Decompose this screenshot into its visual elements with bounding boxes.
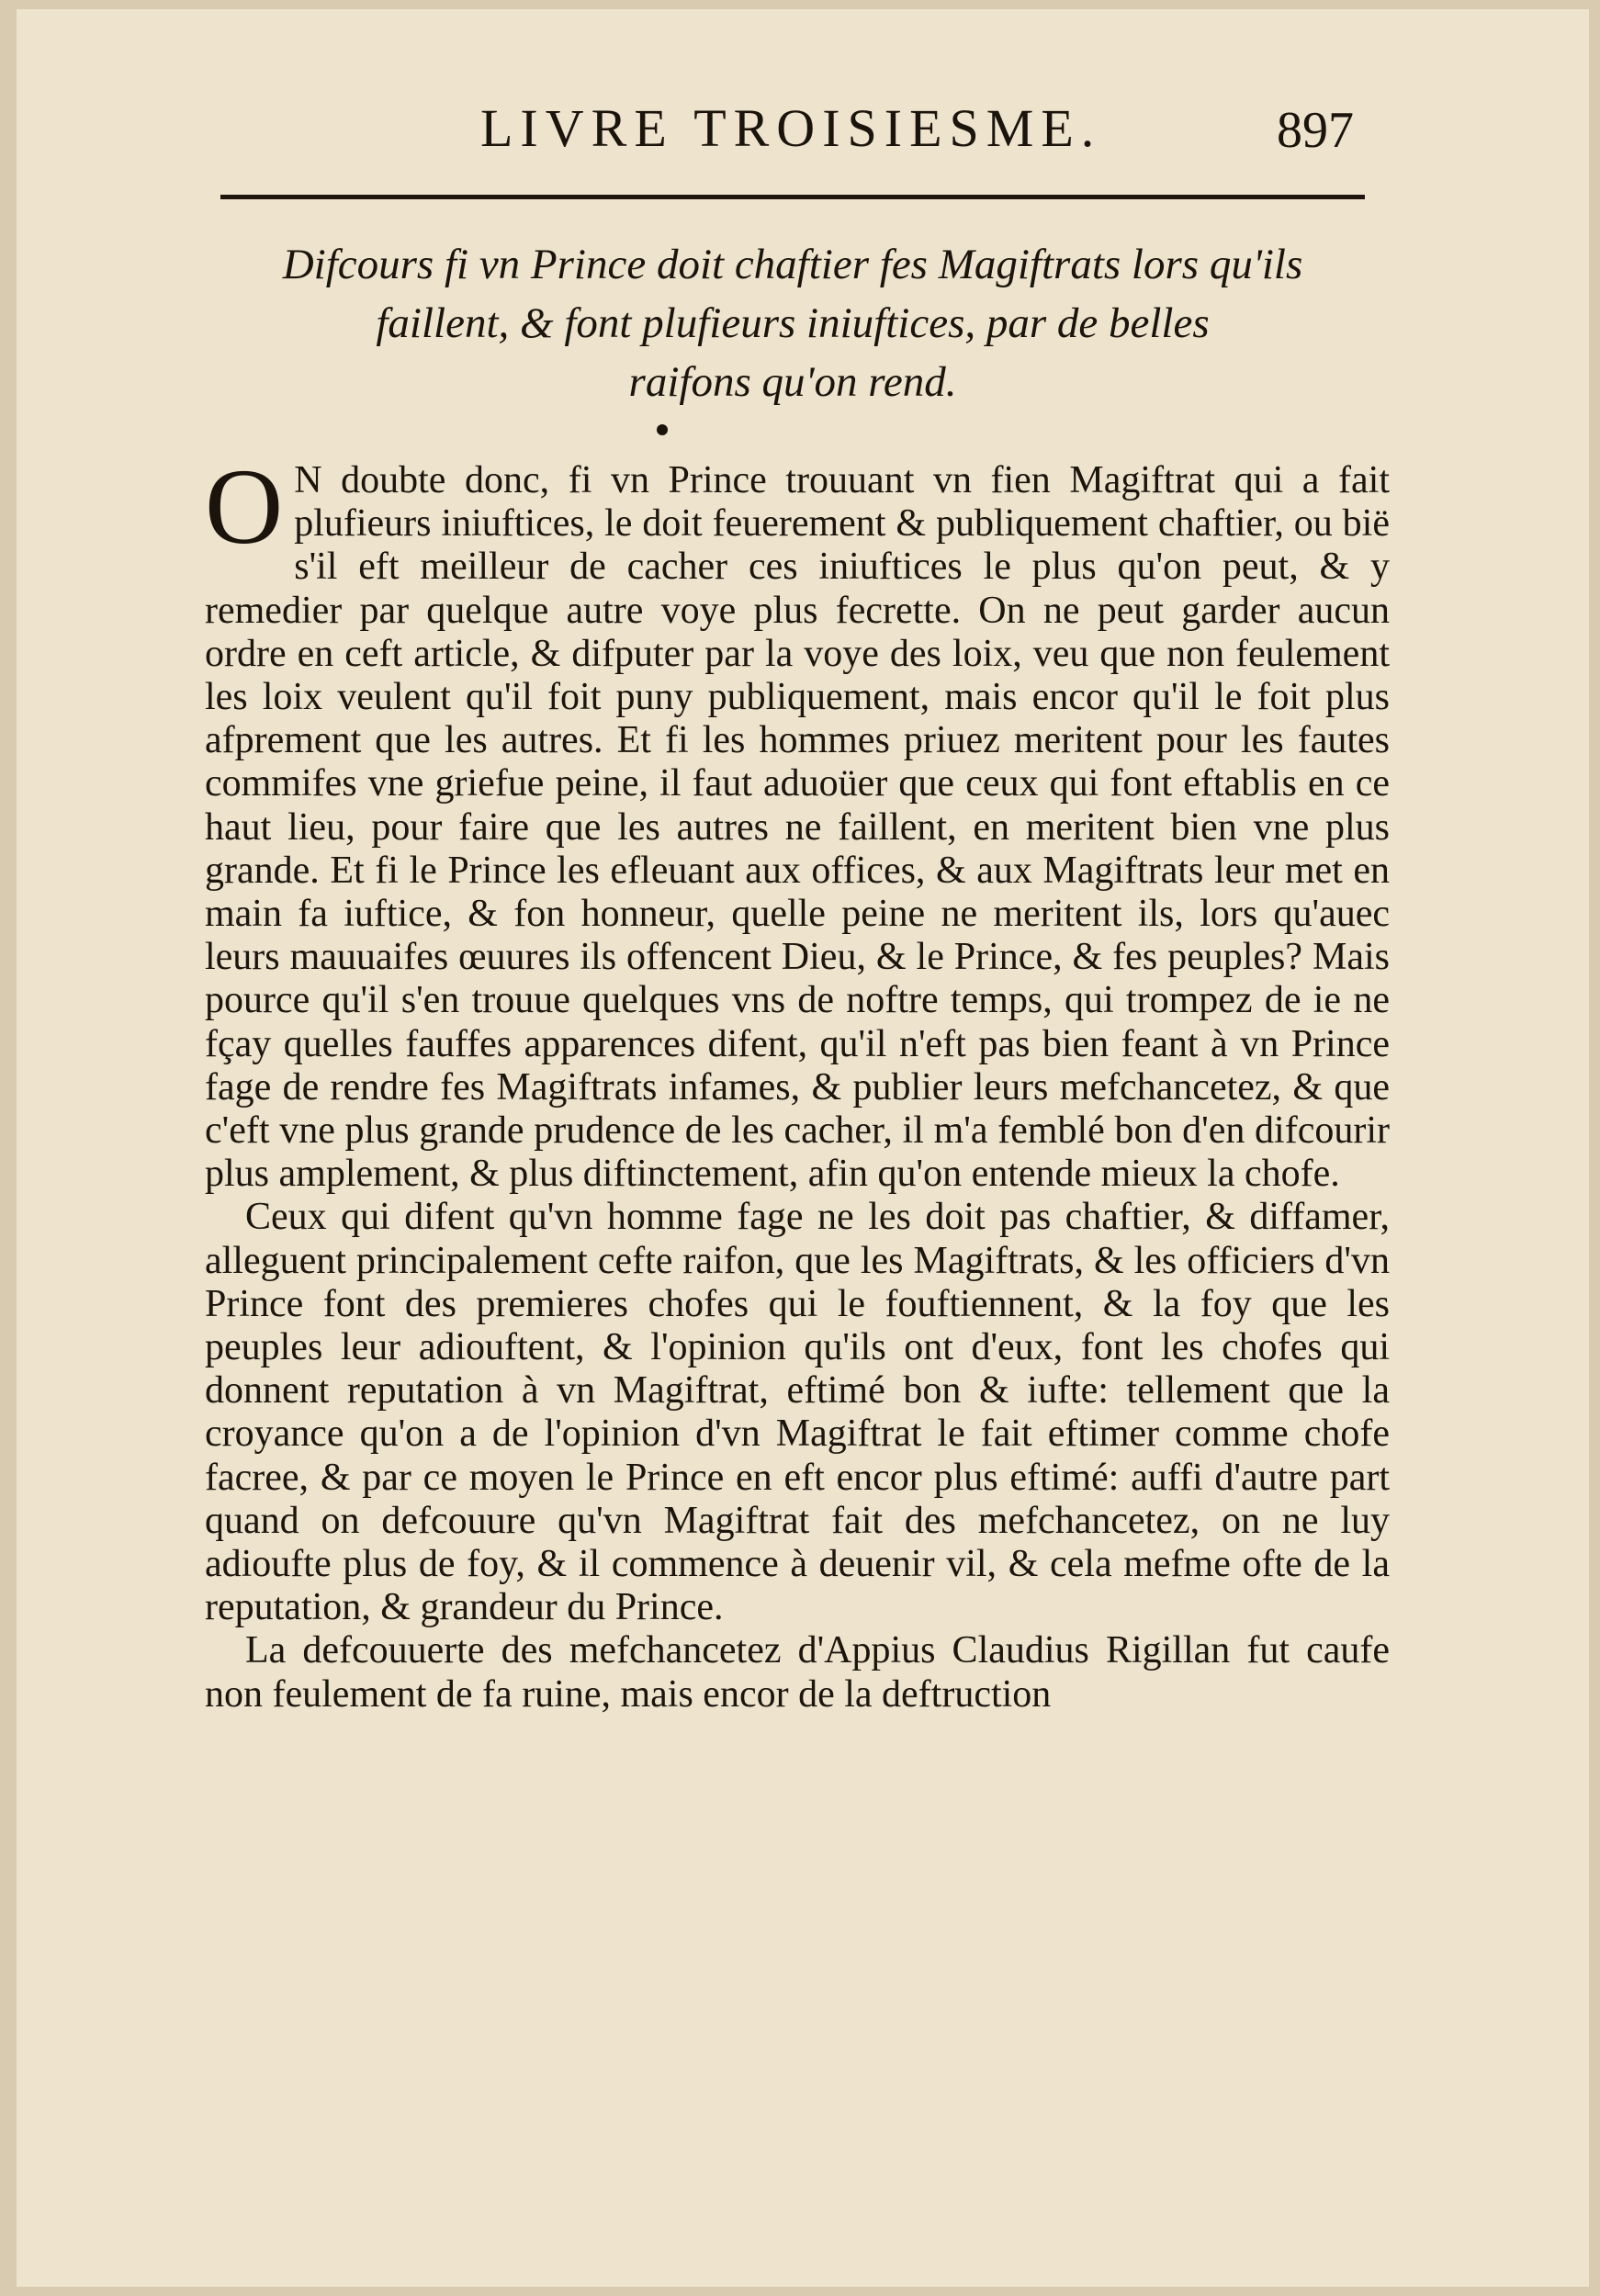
page-number: 897 [1277,102,1354,159]
running-head: LIVRE TROISIESME. [480,98,1102,158]
book-page [17,9,1589,2287]
chapter-heading [220,235,1365,411]
header-rule [220,195,1365,199]
heading-line-2: faillent, & font plufieurs iniuftices, par de belles [376,299,1210,347]
paragraph-1 [205,446,1390,1196]
drop-cap: O [205,446,284,567]
heading-line-1: Difcours fi vn Prince doit chaftier fes Magiftrats lors qu'ils [282,241,1303,288]
paragraph-2: Ceux qui difent qu'vn homme fage ne les doit pas chaftier, & diffamer, alleguent principalement cefte raifon, que les Magiftrats, & les officiers d'vn Prince font des premieres chofes qui le fouftiennent, & la foy que les peuples leur adiouftent, & l'opinion qu'ils ont d'eux, font les chofes qui donnent reputation à vn Magiftrat, eftimé bon & iufte: tellement que la croyance qu'on a de l'opinion d'vn Magiftrat le fait eftimer comme chofe facree, & par ce moyen le Prince en eft encor plus eftimé: auffi d'autre part quand on defcouure qu'vn Magiftrat fait des mefchancetez, on ne luy adioufte plus de foy, & il commence à deuenir vil, & cela mefme ofte de la reputation, & grandeur du Prince. [205,1196,1390,1629]
paragraph-1-text: N doubte donc, fi vn Prince trouuant vn fien Magiftrat qui a fait plufieurs iniuftices, le doit feuerement & publiquement chaftier, ou bië s'il eft meilleur de cacher ces iniuftices le plus qu'on peut, & y remedier par quelque autre voye plus fecrette. On ne peut garder aucun ordre en ceft article, & difputer par la voye des loix, veu que non feulement les loix veulent qu'il foit puny publiquement, mais encor qu'il le foit plus afprement que les autres. Et fi les hommes priuez meritent pour les fautes commifes vne griefue peine, il faut aduoüer que ceux qui font eftablis en ce haut lieu, pour faire que les autres ne faillent, en meritent bien vne plus grande. Et fi le Prince les efleuant aux offices, & aux Magiftrats leur met en main fa iuftice, & fon honneur, quelle peine ne meritent ils, lors qu'auec leurs mauuaifes œuures ils offencent Dieu, & le Prince, & fes peuples? Mais pource qu'il s'en trouue quelques vns de noftre temps, qui trompez de ie ne fçay quelles fauffes apparences difent, qu'il n'eft pas bien feant à vn Prince fage de rendre fes Magiftrats infames, & publier leurs mefchancetez, & que c'eft vne plus grande prudence de les cacher, il m'a femblé bon d'en difcourir plus amplement, & plus diftinctement, afin qu'on entende mieux la chofe. [205,459,1390,1196]
page-header [17,97,1589,159]
heading-line-3: raifons qu'on rend. [628,358,957,406]
ornament-dot [657,424,668,435]
paragraph-3: La defcouuerte des mefchancetez d'Appius Claudius Rigillan fut caufe non feulement de fa ruine, mais encor de la deftruction [205,1629,1390,1716]
body-text [205,446,1390,1716]
